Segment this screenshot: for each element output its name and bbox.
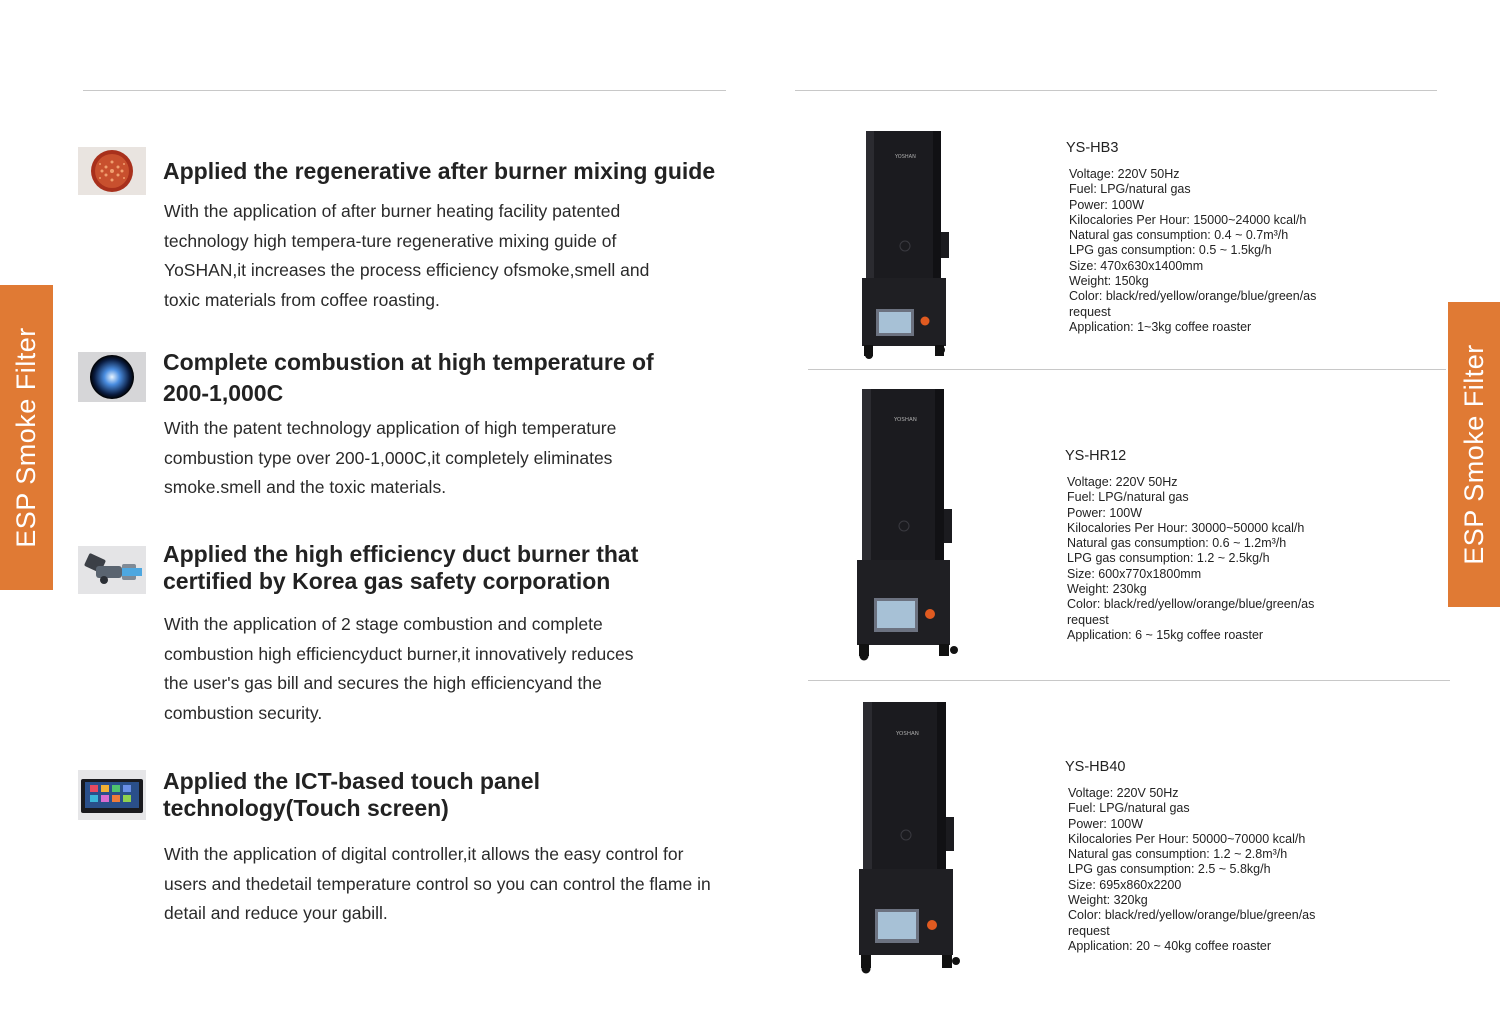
smoke-filter-machine-image xyxy=(850,386,962,669)
spec-list: Voltage: 220V 50Hz Fuel: LPG/natural gas Power: 100W Kilocalories Per Hour: 50000~70000 kcal/h Natural gas consumption: 1.2 ~ 2.8m³/h LPG gas consumption: 2.5 ~ 5.8kg/h Size: 695x860x2200 Weight: 320kg Color: black/red/yellow/orange/blue/green/as request Application: 20 ~ 40kg coffee roaster xyxy=(1068,786,1316,953)
side-tab-label: ESP Smoke Filter xyxy=(11,327,42,548)
model-name: YS-HB3 xyxy=(1066,140,1119,156)
touch-panel-icon xyxy=(78,770,146,820)
smoke-filter-machine-image xyxy=(852,699,964,982)
feature-body: With the patent technology application of high temperature combustion type over 200-1,000C,it completely eliminates smoke.smell and the toxic materials. xyxy=(164,418,617,497)
model-name: YS-HR12 xyxy=(1065,448,1127,464)
feature-body: With the application of digital controller,it allows the easy control for users and thedetail temperature control so you can control the flame in detail and reduce your gabill. xyxy=(164,844,711,923)
feature-body: With the application of 2 stage combustion and complete combustion high efficiencyduct burner,it innovatively reduces the user's gas bill and secures the high efficiencyand the combustion security. xyxy=(164,614,634,723)
spec-list: Voltage: 220V 50Hz Fuel: LPG/natural gas Power: 100W Kilocalories Per Hour: 15000~24000 kcal/h Natural gas consumption: 0.4 ~ 0.7m³/h LPG gas consumption: 0.5 ~ 1.5kg/h Size: 470x630x1400mm Weight: 150kg Color: black/red/yellow/orange/blue/green/as request Application: 1~3kg coffee roaster xyxy=(1069,167,1317,334)
top-rule-right xyxy=(795,90,1437,91)
brand-mark: YOSHAN xyxy=(896,731,919,737)
feature-title: Complete combustion at high temperature of 200-1,000C xyxy=(163,349,654,406)
feature-title: Applied the ICT-based touch panel technology(Touch screen) xyxy=(163,768,540,821)
product-divider xyxy=(808,680,1450,681)
duct-burner-icon xyxy=(78,546,146,594)
feature-title: Applied the high efficiency duct burner that certified by Korea gas safety corporation xyxy=(163,541,639,594)
smoke-filter-machine-image xyxy=(855,128,960,365)
side-tab-right xyxy=(1448,302,1500,607)
feature-body: With the application of after burner heating facility patented technology high tempera-ture regenerative mixing guide of YoSHAN,it increases the process efficiency ofsmoke,smell and toxic materials from coffee roasting. xyxy=(164,201,650,310)
spec-list: Voltage: 220V 50Hz Fuel: LPG/natural gas Power: 100W Kilocalories Per Hour: 30000~50000 kcal/h Natural gas consumption: 0.6 ~ 1.2m³/h LPG gas consumption: 1.2 ~ 2.5kg/h Size: 600x770x1800mm Weight: 230kg Color: black/red/yellow/orange/blue/green/as request Application: 6 ~ 15kg coffee roaster xyxy=(1067,475,1315,642)
side-tab-label: ESP Smoke Filter xyxy=(1458,344,1489,565)
brand-mark: YOSHAN xyxy=(895,154,916,160)
top-rule-left xyxy=(83,90,726,91)
burner-mesh-icon xyxy=(78,147,146,195)
model-name: YS-HB40 xyxy=(1065,759,1126,775)
blue-flame-icon xyxy=(78,352,146,402)
brand-mark: YOSHAN xyxy=(894,417,917,423)
side-tab-left xyxy=(0,285,53,590)
feature-title: Applied the regenerative after burner mixing guide xyxy=(163,158,716,184)
product-divider xyxy=(808,369,1446,370)
